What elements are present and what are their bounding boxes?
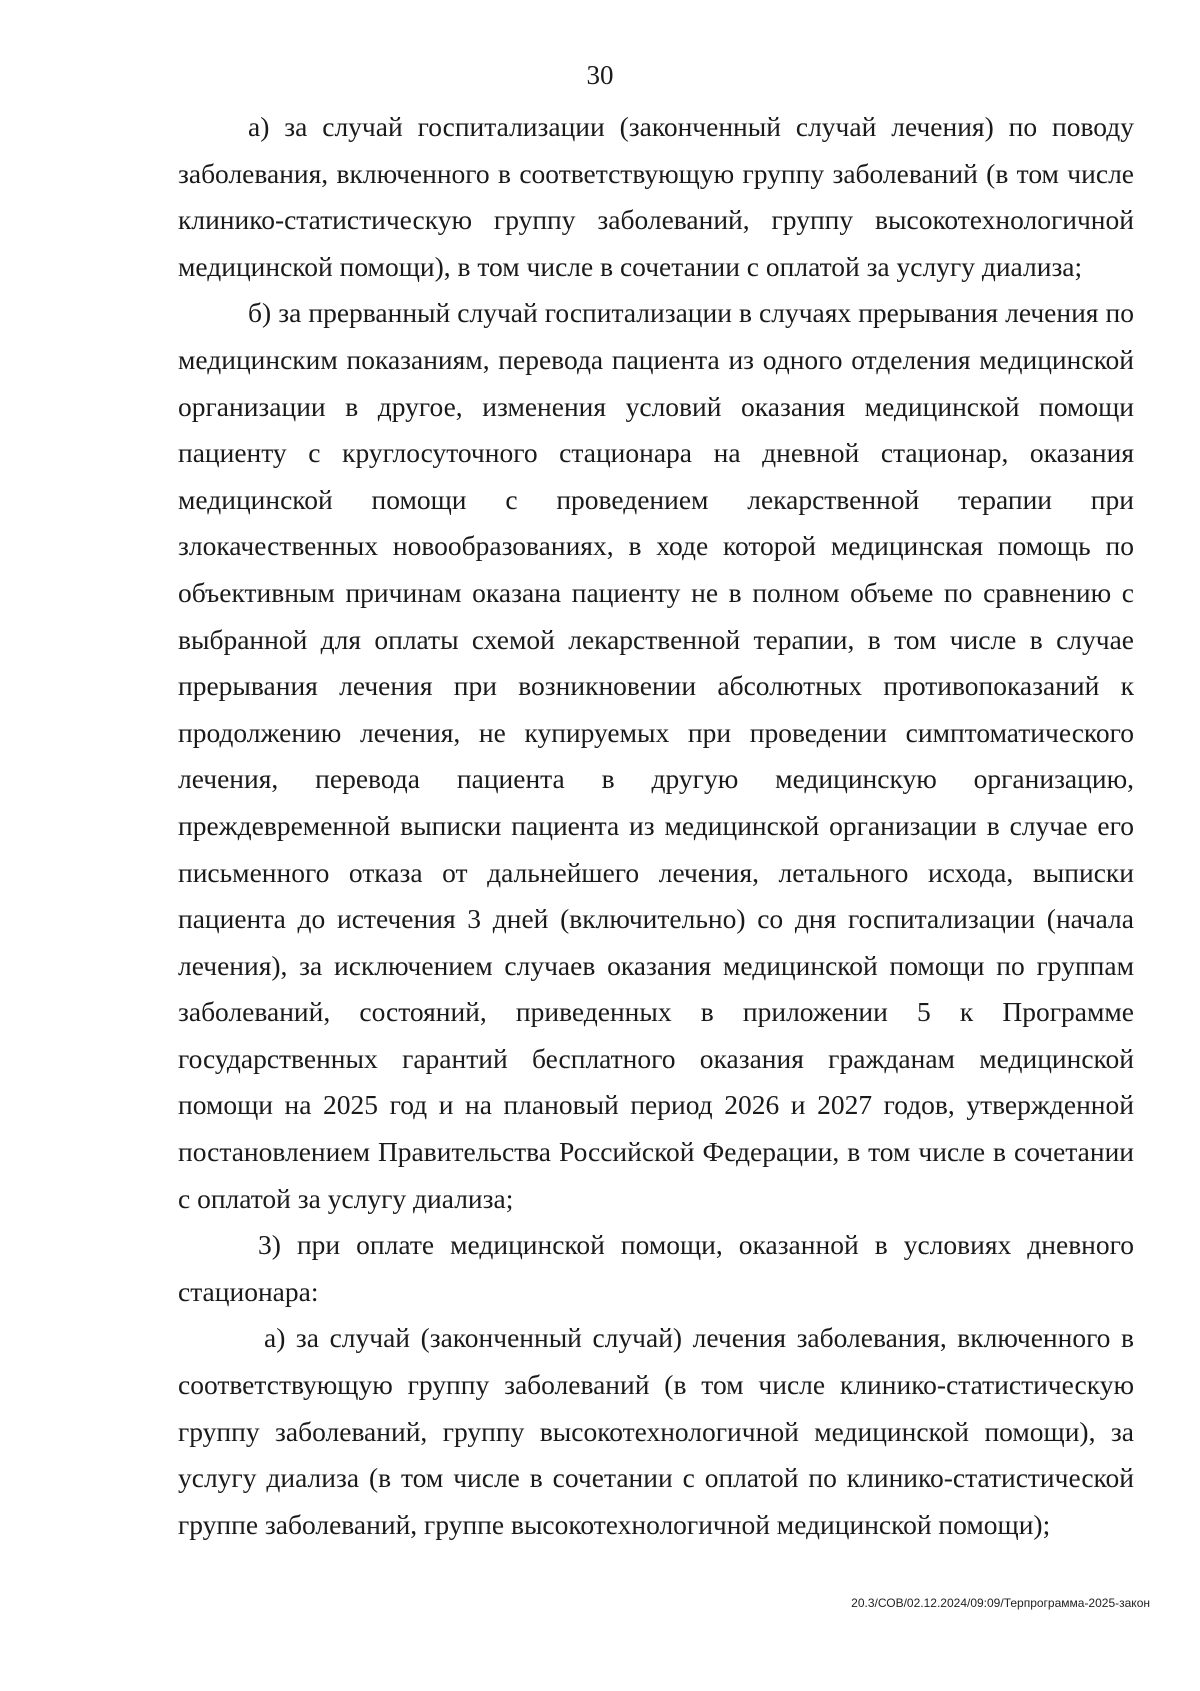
paragraph-3a: а) за случай (законченный случай) лечения заболевания, включенного в соответствующую группу заболеваний (в том числе клинико-статистическую группу заболеваний, группу высокотехнологичной медицинской помощи), за услугу диализа (в том числе в сочетании с оплатой по клинико-статистической группе заболеваний, группе высокотехнологичной медицинской помощи); [178,1322,1134,1540]
document-body [178,104,1134,1548]
paragraph-3: 3) при оплате медицинской помощи, оказанной в условиях дневного стационара: [178,1229,1134,1307]
paragraph-2a: а) за случай госпитализации (законченный случай лечения) по поводу заболевания, включенного в соответствующую группу заболеваний (в том числе клинико-статистическую группу заболеваний, группу высокотехнологичной медицинской помощи), в том числе в сочетании с оплатой за услугу диализа; [178,111,1134,282]
page-number: 30 [586,60,614,90]
document-footer-code: 20.3/СОВ/02.12.2024/09:09/Терпрограмма-2025-закон [851,1596,1150,1610]
paragraph-2b: б) за прерванный случай госпитализации в случаях прерывания лечения по медицинским показаниям, перевода пациента из одного отделения медицинской организации в другое, изменения условий оказания медицинской помощи пациенту с круглосуточного стационара на дневной стационар, оказания медицинской помощи с проведением лекарственной терапии при злокачественных новообразованиях, в ходе которой медицинская помощь по объективным причинам оказана пациенту не в полном объеме по сравнению с выбранной для оплаты схемой лекарственной терапии, в том числе в случае прерывания лечения при возникновении абсолютных противопоказаний к продолжению лечения, не купируемых при проведении симптоматического лечения, перевода пациента в другую медицинскую организацию, преждевременной выписки пациента из медицинской организации в случае его письменного отказа от дальнейшего лечения, летального исхода, выписки пациента до истечения 3 дней (включительно) со дня госпитализации (начала лечения), за исключением случаев оказания медицинской помощи по группам заболеваний, состояний, приведенных в приложении 5 к Программе государственных гарантий бесплатного оказания гражданам медицинской помощи на 2025 год и на плановый период 2026 и 2027 годов, утвержденной постановлением Правительства Российской Федерации, в том числе в сочетании с оплатой за услугу диализа; [178,297,1134,1214]
